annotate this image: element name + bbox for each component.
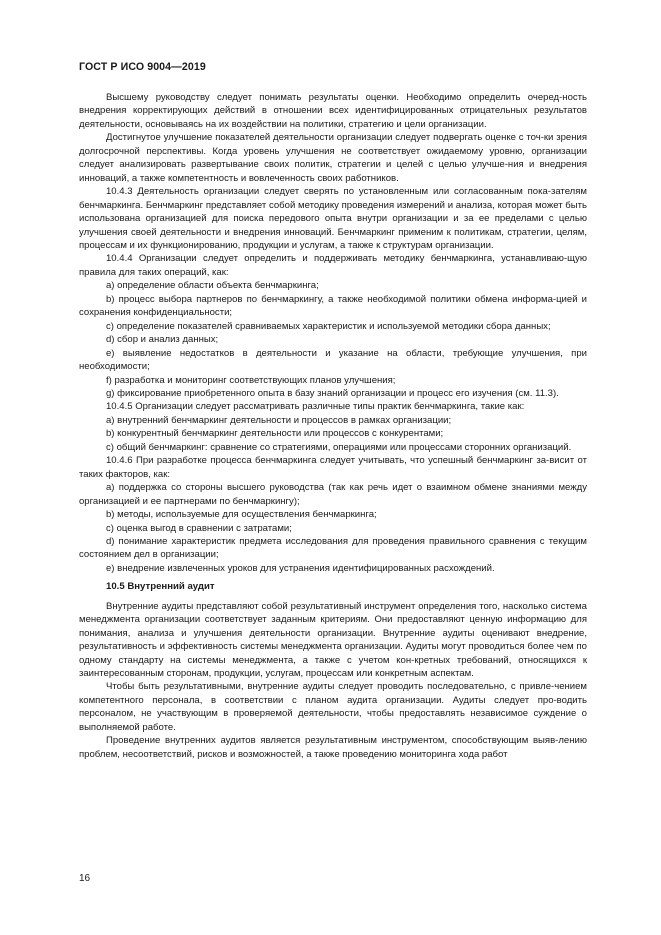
list-item: a) внутренний бенчмаркинг деятельности и процессов в рамках организации; (106, 414, 452, 426)
list-item: b) процесс выбора партнеров по бенчмаркингу, а также необходимой политики обмена информа-цией и сохранения конфиденциальности; (79, 293, 587, 319)
paragraph: Высшему руководству следует понимать результаты оценки. Необходимо определить очеред-ность внедрения корректирующих действий в отношении всех идентифицированных отрицательных результатов деятельности, основываясь на их воздействии на политики, стратегию и цели организации. (79, 92, 587, 130)
section-heading: 10.5 Внутренний аудит (106, 581, 215, 593)
list-item: f) разработка и мониторинг соответствующих планов улучшения; (106, 374, 396, 386)
paragraph-clause-10-4-4: 10.4.4 Организации следует определить и поддерживать методику бенчмаркинга, устанавливаю-щую правила для таких операций, как: (79, 253, 587, 278)
list-item: b) методы, используемые для осуществления бенчмаркинга; (106, 509, 377, 521)
list-item: e) выявление недостатков в деятельности и указание на области, требующие улучшения, при необходимости; (79, 347, 587, 373)
paragraph-clause-10-4-3: 10.4.3 Деятельность организации следует сверять по установленным или согласованным пока-зателям бенчмаркинга. Бенчмаркинг представляет собой методику проведения измерений и анализа, которая может быть использована организацией для поиска передового опыта внутри организации и за ее пределами с целью улучшения своей деятельности и внедрения инноваций. Бенчмаркинг применим к политикам, стратегии, целям, процессам и их функционированию, продукции и услугам, а также к структурам организации. (79, 186, 587, 251)
paragraph: Чтобы быть результативными, внутренние аудиты следует проводить последовательно, с привле-чением компетентного персонала, в соответствии с планом аудита организации. Аудиты следует про-водить персоналом, не участвующим в проверяемой деятельности, чтобы предоставлять независимое суждение о выполняемой работе. (79, 681, 587, 733)
paragraph: Внутренние аудиты представляют собой результативный инструмент определения того, насколько система менеджмента организации соответствует заданным критериям. Они предоставляют ценную информацию для понимания, анализа и улучшения деятельности организации. Внутренние аудиты оценивают внедрение, результативность и эффективность системы менеджмента организации. Аудиты могут проводиться более чем по одному стандарту на системы менеджмента, а также с учетом кон-кретных требований, относящихся к заинтересованным сторонам, продукции, услугам, процессам или конкретным аспектам. (79, 600, 587, 680)
paragraph: Проведение внутренних аудитов является результативным инструментом, способствующим выяв-лению проблем, несоответствий, рисков и возможностей, а также проведению мониторинга хода работ (79, 735, 587, 760)
list-item: b) конкурентный бенчмаркинг деятельности или процессов с конкурентами; (106, 428, 444, 440)
list-item: a) определение области объекта бенчмаркинга; (106, 280, 319, 292)
list-item: c) определение показателей сравниваемых характеристик и используемой методики сбора данных; (106, 320, 551, 332)
list-item: e) внедрение извлеченных уроков для устранения идентифицированных расхождений. (106, 562, 495, 574)
paragraph: Достигнутое улучшение показателей деятельности организации следует подвергать оценке с точ-ки зрения долгосрочной перспективы. Когда уровень улучшения не соответствует ожидаемому уровню, организации следует анализировать развертывание своих политик, стратегии и целей с целью улучше-ния и внедрения инноваций, а также компетентность и вовлеченность своих работников. (79, 132, 587, 184)
list-item: a) поддержка со стороны высшего руководства (так как речь идет о взаимном обмене знаниями между организацией и ее партнерами по бенчмаркингу); (79, 482, 587, 507)
list-item: c) общий бенчмаркинг: сравнение со стратегиями, операциями или процессами сторонних организаций. (106, 441, 572, 453)
paragraph-clause-10-4-6: 10.4.6 При разработке процесса бенчмаркинга следует учитывать, что успешный бенчмаркинг за-висит от таких факторов, как: (79, 455, 587, 480)
paragraph-clause-10-4-5: 10.4.5 Организации следует рассматривать различные типы практик бенчмаркинга, такие как: (106, 401, 525, 413)
list-item: g) фиксирование приобретенного опыта в базу знаний организации и процесс его изучения (см. 11.3). (106, 387, 559, 399)
list-item: d) понимание характеристик предмета исследования для проведения правильного сравнения с текущим состоянием дел в организации; (79, 535, 587, 561)
list-item: d) сбор и анализ данных; (106, 334, 219, 346)
document-header: ГОСТ Р ИСО 9004—2019 (79, 61, 206, 73)
list-item: c) оценка выгод в сравнении с затратами; (106, 522, 292, 534)
page-number: 16 (79, 873, 91, 884)
document-body (79, 91, 587, 761)
